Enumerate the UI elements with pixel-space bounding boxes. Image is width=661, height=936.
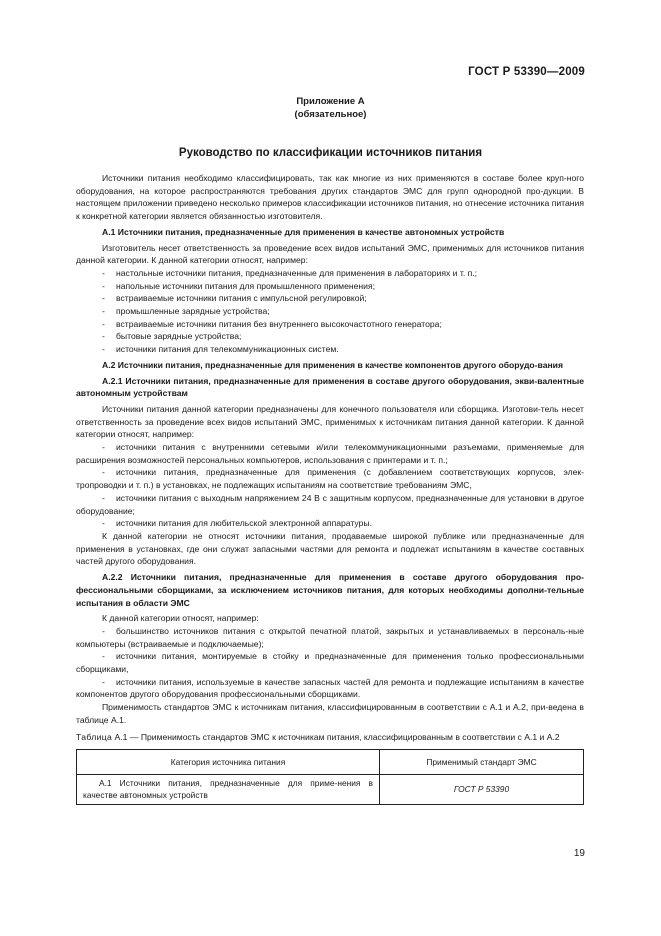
- list-item: - напольные источники питания для промышленного применения;: [102, 280, 375, 291]
- standard-number: ГОСТ Р 53390—2009: [468, 66, 585, 78]
- table-cell-standard: ГОСТ Р 53390: [380, 775, 584, 805]
- list-item: - источники питания, используемые в качестве запасных частей для ремонта и подлежащие испытаниям в качестве компонентов другого оборудования профессиональными сборщиками.: [76, 676, 584, 700]
- list-item: - встраиваемые источники питания без внутреннего высокочастотного генератора;: [102, 318, 442, 329]
- section-a22-text: К данной категории относят, например:: [102, 613, 259, 624]
- list-item: - настольные источники питания, предназначенные для применения в лабораториях и т. п.;: [102, 267, 478, 278]
- list-item: - источники питания, монтируемые в стойку и предназначенные для применения только профессиональными сборщиками,: [76, 651, 584, 675]
- list-item: - бытовые зарядные устройства;: [102, 331, 242, 342]
- section-a2-heading: А.2 Источники питания, предназначенные для применения в качестве компонентов другого оборудо-вания: [102, 359, 563, 370]
- table-header-category: Категория источника питания: [77, 750, 380, 775]
- section-a1-heading: А.1 Источники питания, предназначенные для применения в качестве автономных устройств: [102, 226, 505, 237]
- page-title: Руководство по классификации источников питания: [178, 147, 483, 159]
- appendix-status: (обязательное): [294, 109, 367, 120]
- section-a21-heading: А.2.1 Источники питания, предназначенные для применения в составе другого оборудования, экви-валентные автономным устройствам: [76, 375, 584, 399]
- table-row: [77, 775, 584, 805]
- table-cell-category: А.1 Источники питания, предназначенные для приме-нения в качестве автономных устройств: [77, 775, 380, 805]
- section-a22-note: Применимость стандартов ЭМС к источникам питания, классифицированным в соответствии с А.1 и А.2, при-ведена в таблице А.1.: [76, 702, 584, 725]
- applicability-table: [76, 749, 584, 805]
- list-item: - встраиваемые источники питания с импульсной регулировкой;: [102, 293, 367, 304]
- section-a21-note: К данной категории не относят источники питания, продаваемые широкой публике или предназначенные для применения в установках, где они служат запасными частями для ремонта и подлежат испытаниям в качестве составных частей другого оборудования.: [76, 530, 584, 567]
- intro-paragraph: Источники питания необходимо классифицировать, так как многие из них применяются в составе более круп-ного оборудования, на которое распространяются требования других стандартов ЭМС для групп однородной про-дукции. В настоящем приложении приведено несколько примеров классификации источников питания, но отнесение источника питания к конкретной категории является обязанностью изготовителя.: [76, 173, 584, 222]
- table-header-row: [77, 750, 584, 775]
- list-item: - источники питания, предназначенные для применения (с добавлением соответствующих корпусов, элек-тропроводки и т. п.) в установках, не подлежащих испытаниям на соответствие требованиям ЭМС,: [76, 467, 584, 491]
- section-a21-text: Источники питания данной категории предназначены для конечного пользователя или сборщика. Изготови-тель несет ответственность за проведение всех видов испытаний ЭМС, применимых к источникам питания данной категории. К данной категории относят, например:: [76, 403, 584, 440]
- table-header-standard: Применимый стандарт ЭМС: [380, 750, 584, 775]
- list-item: - промышленные зарядные устройства;: [102, 306, 270, 317]
- list-item: - источники питания с внутренними сетевыми и/или телекоммуникационными разъемами, применяемые для расширения возможностей персональных компьютеров, использования с принтерами и т. п.;: [76, 442, 584, 465]
- page-number: 19: [573, 848, 585, 859]
- section-a22-heading: А.2.2 Источники питания, предназначенные для применения в составе другого оборудования про-фессиональными сборщиками, за исключением источников питания, для которых необходимы дополни-тельные испытания в области ЭМС: [76, 572, 584, 608]
- list-item: - источники питания для любительской электронной аппаратуры.: [102, 518, 372, 529]
- appendix-label: Приложение А: [296, 96, 365, 107]
- document-body: [76, 172, 584, 805]
- section-a1-text: Изготовитель несет ответственность за проведение всех видов испытаний ЭМС, применимых для источников питания данной категории. К данной категории относят, например:: [76, 242, 584, 266]
- list-item: - большинство источников питания с открытой печатной платой, закрытых и устанавливаемых в персональ-ные компьютеры (встраиваемые и подключаемые);: [76, 625, 584, 649]
- table-caption: Таблица А.1 — Применимость стандартов ЭМС к источникам питания, классифицированным в соответствии с А.1 и А.2: [76, 731, 560, 742]
- list-item: - источники питания для телекоммуникационных систем.: [102, 344, 339, 355]
- list-item: - источники питания с выходным напряжением 24 В с защитным корпусом, предназначенные для установки в другое оборудование;: [76, 492, 584, 516]
